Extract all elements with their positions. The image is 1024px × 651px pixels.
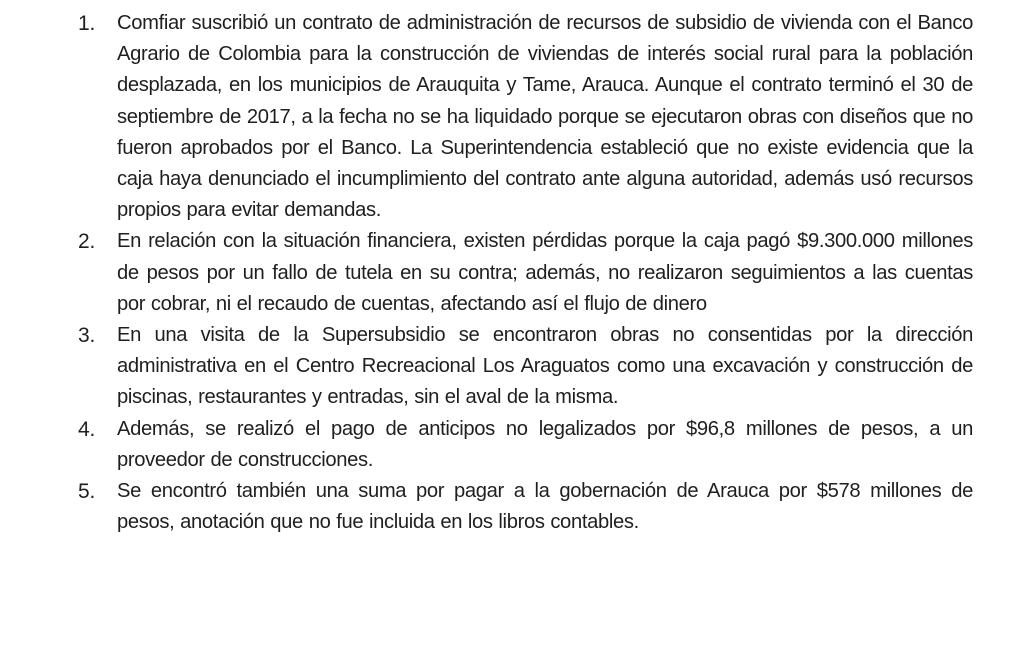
list-item-number: 3. [78,324,96,348]
list-item-number: 4. [78,417,96,441]
list-item-number: 5. [78,480,96,504]
list-item-text: Además, se realizó el pago de anticipos no legalizados por $96,8 millones de pesos, a un proveedor de construcciones. [117,417,973,471]
list-item-text: En una visita de la Supersubsidio se encontraron obras no consentidas por la dirección administrativa en el Centro Recreacional Los Araguatos como una excavación y construcción de piscinas, restaurantes y entradas, sin el aval de la misma. [117,324,973,409]
list-item-text: Se encontró también una suma por pagar a la gobernación de Arauca por $578 millones de pesos, anotación que no fue incluida en los libros contables. [117,480,973,534]
list-item-number: 2. [78,230,96,254]
list-item-text: Comfiar suscribió un contrato de administración de recursos de subsidio de vivienda con el Banco Agrario de Colombia para la construcción de viviendas de interés social rural para la población desplazada, en los municipios de Arauquita y Tame, Arauca. Aunque el contrato terminó el 30 de septiembre de 2017, a la fecha no se ha liquidado porque se ejecutaron obras con diseños que no fueron aprobados por el Banco. La Superintendencia estableció que no existe evidencia que la caja haya denunciado el incumplimiento del contrato ante alguna autoridad, además usó recursos propios para evitar demandas. [117,12,973,222]
list-item [78,476,973,538]
list-item-text: En relación con la situación financiera, existen pérdidas porque la caja pagó $9.300.000 millones de pesos por un fallo de tutela en su contra; además, no realizaron seguimientos a las cuentas por cobrar, ni el recaudo de cuentas, afectando así el flujo de dinero [117,230,973,315]
findings-list [78,8,973,538]
list-item-number: 1. [78,12,96,35]
list-item [78,320,973,414]
list-item [78,414,973,476]
list-item [78,8,973,226]
list-item [78,226,973,320]
